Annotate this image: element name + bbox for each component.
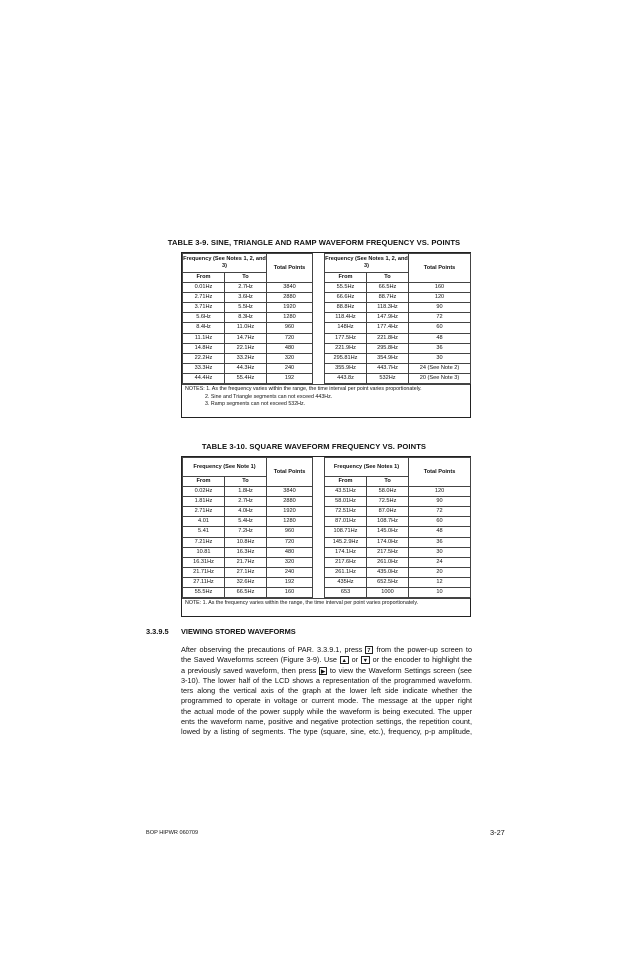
table-3-10-to-header-left: To <box>225 477 267 487</box>
column-gap <box>313 547 325 557</box>
line-2-text-a: the Saved Waveforms screen (Figure 3-9). Use <box>181 655 340 665</box>
table-3-9-title: TABLE 3-9. SINE, TRIANGLE AND RAMP WAVEFORM FREQUENCY VS. POINTS <box>167 238 461 247</box>
t1-cell: 14.7Hz <box>225 333 267 343</box>
t2-cell: 60 <box>409 517 471 527</box>
t2-cell: 217.5Hz <box>367 547 409 557</box>
table-3-10-note-1: NOTE: 1. As the frequency varies within the range, the time interval per point varies proportionately. <box>185 600 419 607</box>
t2-cell: 4.01 <box>183 517 225 527</box>
table-3-9-grid <box>182 253 471 384</box>
t1-cell: 30 <box>409 353 471 363</box>
table-3-9-frequency-header-left: Frequency (See Notes 1, 2, and 3) <box>183 254 267 273</box>
table-3-9-note-3: 3. Ramp segments can not exceed 532Hz. <box>205 401 306 408</box>
footer-page-number: 3-27 <box>490 828 505 837</box>
t1-cell: 22.2Hz <box>183 353 225 363</box>
t2-cell: 36 <box>409 537 471 547</box>
t2-cell: 2.7Hz <box>225 497 267 507</box>
t1-cell: 240 <box>267 363 313 373</box>
t2-cell: 192 <box>267 577 313 587</box>
t2-cell: 72.5Hz <box>367 497 409 507</box>
t2-cell: 108.7Hz <box>367 517 409 527</box>
paragraph-line-6: programmed to operate in voltage or current mode. The message at the upper right <box>181 696 472 706</box>
t2-cell: 32.6Hz <box>225 577 267 587</box>
t1-cell: 147.9Hz <box>367 313 409 323</box>
t1-cell: 90 <box>409 303 471 313</box>
t1-cell: 720 <box>267 333 313 343</box>
t2-cell: 1280 <box>267 517 313 527</box>
t2-cell: 7.2Hz <box>225 527 267 537</box>
table-3-9-note-1: NOTES: 1. As the frequency varies within the range, the time interval per point varies proportionately. <box>185 386 422 393</box>
t2-cell: 87.0Hz <box>367 507 409 517</box>
t1-cell: 88.8Hz <box>325 303 367 313</box>
table-3-9-to-header-left: To <box>225 273 267 283</box>
t1-cell: 3.6Hz <box>225 293 267 303</box>
t1-cell: 88.7Hz <box>367 293 409 303</box>
t2-cell: 10.8Hz <box>225 537 267 547</box>
table-row <box>183 363 471 373</box>
column-gap <box>313 373 325 383</box>
t1-cell: 320 <box>267 353 313 363</box>
t2-cell: 16.31Hz <box>183 557 225 567</box>
paragraph-line-1 <box>181 645 472 655</box>
t1-cell: 5.6Hz <box>183 313 225 323</box>
table-3-10-body <box>183 487 471 598</box>
down-arrow-key-icon: ▼ <box>362 658 369 665</box>
column-gap <box>313 363 325 373</box>
table-3-9-to-header-right: To <box>367 273 409 283</box>
t1-cell: 355.9Hz <box>325 363 367 373</box>
t1-cell: 20 (See Note 3) <box>409 373 471 383</box>
table-3-10-notes <box>182 598 470 609</box>
section-number: 3.3.9.5 <box>146 627 169 636</box>
table-3-10-title: TABLE 3-10. SQUARE WAVEFORM FREQUENCY VS. POINTS <box>201 442 427 451</box>
t1-cell: 177.4Hz <box>367 323 409 333</box>
t2-cell: 108.71Hz <box>325 527 367 537</box>
column-gap <box>313 343 325 353</box>
t2-cell: 720 <box>267 537 313 547</box>
table-3-9-from-header-left: From <box>183 273 225 283</box>
t2-cell: 7.21Hz <box>183 537 225 547</box>
paragraph-line-9: lowed by a listing of segments. The type (square, sine, etc.), frequency, p-p amplitude, <box>181 727 472 737</box>
table-row <box>183 537 471 547</box>
t2-cell: 653 <box>325 588 367 598</box>
column-gap <box>313 323 325 333</box>
t1-cell: 148Hz <box>325 323 367 333</box>
table-3-10-frequency-header-left: Frequency (See Note 1) <box>183 458 267 477</box>
table-3-10 <box>181 456 471 617</box>
t2-cell: 58.01Hz <box>325 497 367 507</box>
t2-cell: 652.5Hz <box>367 577 409 587</box>
table-3-10-total-points-header-left: Total Points <box>267 458 313 487</box>
t2-cell: 5.4Hz <box>225 517 267 527</box>
table-row <box>183 303 471 313</box>
table-3-9-note-2: 2. Sine and Triangle segments can not exceed 443Hz. <box>205 393 333 400</box>
t1-cell: 2.71Hz <box>183 293 225 303</box>
t2-cell: 145.2.9Hz <box>325 537 367 547</box>
paragraph-line-7: the actual mode of the power supply while the waveform is being executed. The upper <box>181 706 472 716</box>
section-heading: VIEWING STORED WAVEFORMS <box>181 627 296 636</box>
t2-cell: 5.41 <box>183 527 225 537</box>
column-gap <box>313 283 325 293</box>
column-gap <box>313 353 325 363</box>
table-row <box>183 577 471 587</box>
t2-cell: 2.71Hz <box>183 507 225 517</box>
t2-cell: 4.0Hz <box>225 507 267 517</box>
column-gap <box>313 313 325 323</box>
column-gap <box>313 497 325 507</box>
t2-cell: 27.1Hz <box>225 567 267 577</box>
up-arrow-key-icon: ▲ <box>341 658 347 665</box>
t1-cell: 44.4Hz <box>183 373 225 383</box>
t1-cell: 2.7Hz <box>225 283 267 293</box>
t2-cell: 48 <box>409 527 471 537</box>
t1-cell: 24 (See Note 2) <box>409 363 471 373</box>
table-row <box>183 497 471 507</box>
table-row <box>183 588 471 598</box>
table-row <box>183 283 471 293</box>
t1-cell: 48 <box>409 333 471 343</box>
t2-cell: 12 <box>409 577 471 587</box>
t2-cell: 10 <box>409 588 471 598</box>
t1-cell: 3.71Hz <box>183 303 225 313</box>
t1-cell: 44.3Hz <box>225 363 267 373</box>
t1-cell: 443.8z <box>325 373 367 383</box>
t1-cell: 3840 <box>267 283 313 293</box>
t1-cell: 221.8Hz <box>367 333 409 343</box>
table-3-10-to-header-right: To <box>367 477 409 487</box>
table-row <box>183 373 471 383</box>
t1-cell: 72 <box>409 313 471 323</box>
t2-cell: 16.3Hz <box>225 547 267 557</box>
column-gap <box>313 303 325 313</box>
t1-cell: 192 <box>267 373 313 383</box>
t2-cell: 66.5Hz <box>225 588 267 598</box>
column-gap <box>313 557 325 567</box>
table-3-9-total-points-header-right: Total Points <box>409 254 471 283</box>
t2-cell: 90 <box>409 497 471 507</box>
t1-cell: 55.5Hz <box>325 283 367 293</box>
t2-cell: 3840 <box>267 487 313 497</box>
t2-cell: 120 <box>409 487 471 497</box>
table-row <box>183 557 471 567</box>
t1-cell: 11.0Hz <box>225 323 267 333</box>
t1-cell: 354.9Hz <box>367 353 409 363</box>
t2-cell: 261.1Hz <box>325 567 367 577</box>
line-2-text-b: or <box>348 655 361 665</box>
t1-cell: 22.1Hz <box>225 343 267 353</box>
t1-cell: 295.8Hz <box>367 343 409 353</box>
t1-cell: 14.8Hz <box>183 343 225 353</box>
table-3-9 <box>181 252 471 418</box>
t2-cell: 960 <box>267 527 313 537</box>
t1-cell: 118.4Hz <box>325 313 367 323</box>
t2-cell: 480 <box>267 547 313 557</box>
footer-document-id: BOP HIPWR 060709 <box>146 830 199 836</box>
t2-cell: 217.6Hz <box>325 557 367 567</box>
table-row <box>183 517 471 527</box>
table-row <box>183 567 471 577</box>
t1-cell: 480 <box>267 343 313 353</box>
key-7-icon: 7 <box>365 646 373 654</box>
t1-cell: 1280 <box>267 313 313 323</box>
t1-cell: 8.3Hz <box>225 313 267 323</box>
t2-cell: 27.11Hz <box>183 577 225 587</box>
t2-cell: 30 <box>409 547 471 557</box>
t1-cell: 1920 <box>267 303 313 313</box>
table-3-10-frequency-header-right: Frequency (See Notes 1) <box>325 458 409 477</box>
t1-cell: 443.7Hz <box>367 363 409 373</box>
t2-cell: 174.0Hz <box>367 537 409 547</box>
t1-cell: 36 <box>409 343 471 353</box>
t2-cell: 320 <box>267 557 313 567</box>
table-row <box>183 487 471 497</box>
t1-cell: 120 <box>409 293 471 303</box>
table-3-9-from-header-right: From <box>325 273 367 283</box>
paragraph-line-5: ters along the vertical axis of the graph at the lower left side indicate whether the <box>181 686 472 696</box>
t2-cell: 1920 <box>267 507 313 517</box>
table-row <box>183 507 471 517</box>
column-gap <box>313 567 325 577</box>
table-3-10-grid <box>182 457 471 598</box>
t2-cell: 435Hz <box>325 577 367 587</box>
paragraph-line-2 <box>181 655 472 665</box>
t1-cell: 11.1Hz <box>183 333 225 343</box>
column-gap <box>313 527 325 537</box>
t1-cell: 0.01Hz <box>183 283 225 293</box>
t1-cell: 221.9Hz <box>325 343 367 353</box>
line-1-text-a: After observing the precautions of PAR. 3.3.9.1, press <box>181 645 366 654</box>
column-gap <box>313 537 325 547</box>
t2-cell: 72 <box>409 507 471 517</box>
t1-cell: 33.2Hz <box>225 353 267 363</box>
t2-cell: 2880 <box>267 497 313 507</box>
t2-cell: 21.7Hz <box>225 557 267 567</box>
column-gap <box>313 487 325 497</box>
t1-cell: 532Hz <box>367 373 409 383</box>
line-3-text-a: a previously saved waveform, then press <box>181 665 319 675</box>
t2-cell: 87.01Hz <box>325 517 367 527</box>
column-gap <box>313 577 325 587</box>
paragraph-line-8: ents the waveform name, positive and negative protection settings, the repetition count, <box>181 717 472 727</box>
t2-cell: 43.51Hz <box>325 487 367 497</box>
t1-cell: 960 <box>267 323 313 333</box>
table-row <box>183 333 471 343</box>
line-3-text-b: to view the Waveform Settings screen (see <box>329 665 472 675</box>
column-gap <box>313 333 325 343</box>
paragraph-line-4: 3-10). The lower half of the LCD shows a representation of the programmed waveform. <box>181 675 472 685</box>
table-3-9-frequency-header-right: Frequency (See Notes 1, 2, and 3) <box>325 254 409 273</box>
t2-cell: 160 <box>267 588 313 598</box>
t2-cell: 55.5Hz <box>183 588 225 598</box>
table-3-10-total-points-header-right: Total Points <box>409 458 471 487</box>
table-3-9-notes <box>182 384 470 410</box>
t1-cell: 295.81Hz <box>325 353 367 363</box>
t2-cell: 174.1Hz <box>325 547 367 557</box>
column-gap <box>313 293 325 303</box>
column-gap <box>313 507 325 517</box>
column-gap <box>313 517 325 527</box>
t1-cell: 60 <box>409 323 471 333</box>
t2-cell: 1.81Hz <box>183 497 225 507</box>
table-row <box>183 293 471 303</box>
paragraph-line-3 <box>181 666 472 676</box>
t1-cell: 66.6Hz <box>325 293 367 303</box>
t1-cell: 118.3Hz <box>367 303 409 313</box>
t2-cell: 1000 <box>367 588 409 598</box>
table-3-10-from-header-left: From <box>183 477 225 487</box>
t1-cell: 177.5Hz <box>325 333 367 343</box>
table-3-9-total-points-header-left: Total Points <box>267 254 313 283</box>
line-1-text-b: from the power-up screen to <box>376 645 472 654</box>
t1-cell: 160 <box>409 283 471 293</box>
table-row <box>183 353 471 363</box>
right-arrow-key-icon: ▶ <box>320 668 326 675</box>
t1-cell: 8.4Hz <box>183 323 225 333</box>
t2-cell: 145.0Hz <box>367 527 409 537</box>
table-row <box>183 313 471 323</box>
table-row <box>183 323 471 333</box>
column-gap <box>313 588 325 598</box>
t1-cell: 66.5Hz <box>367 283 409 293</box>
t2-cell: 24 <box>409 557 471 567</box>
t2-cell: 20 <box>409 567 471 577</box>
t2-cell: 21.71Hz <box>183 567 225 577</box>
table-3-9-column-gap <box>313 254 325 283</box>
t2-cell: 1.8Hz <box>225 487 267 497</box>
t2-cell: 58.0Hz <box>367 487 409 497</box>
line-2-text-c: or the encoder to highlight the <box>372 655 472 665</box>
t1-cell: 33.3Hz <box>183 363 225 373</box>
table-3-9-body <box>183 283 471 384</box>
t2-cell: 435.0Hz <box>367 567 409 577</box>
t2-cell: 0.02Hz <box>183 487 225 497</box>
t2-cell: 240 <box>267 567 313 577</box>
table-row <box>183 343 471 353</box>
table-row <box>183 547 471 557</box>
table-3-10-from-header-right: From <box>325 477 367 487</box>
t2-cell: 72.51Hz <box>325 507 367 517</box>
t1-cell: 5.5Hz <box>225 303 267 313</box>
t1-cell: 55.4Hz <box>225 373 267 383</box>
t2-cell: 261.0Hz <box>367 557 409 567</box>
table-row <box>183 527 471 537</box>
t1-cell: 2880 <box>267 293 313 303</box>
table-3-10-column-gap <box>313 458 325 487</box>
t2-cell: 10.81 <box>183 547 225 557</box>
body-paragraph <box>181 645 472 738</box>
